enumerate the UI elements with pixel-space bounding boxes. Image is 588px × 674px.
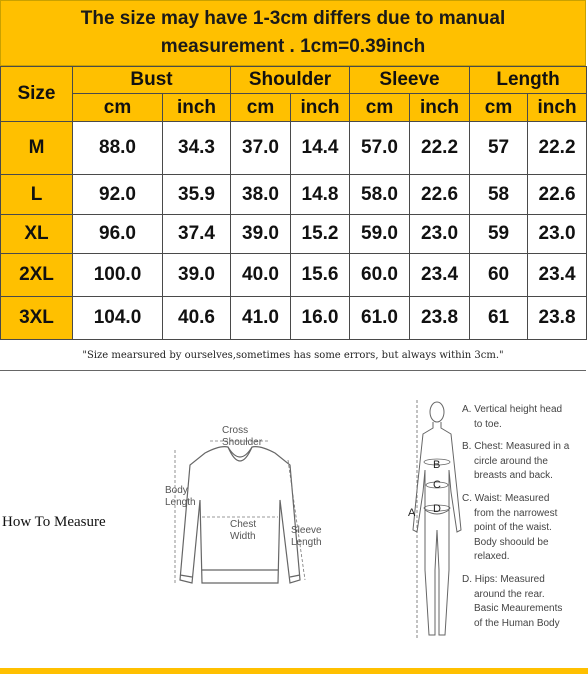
garment-measure-illustration	[150, 405, 330, 605]
unit-header: inch	[410, 94, 470, 122]
table-cell: 39.0	[231, 215, 291, 254]
legend-text: of the Human Body	[474, 617, 560, 629]
table-cell: 60	[470, 254, 528, 297]
table-cell: 23.4	[410, 254, 470, 297]
sleeve-length-label-2: Length	[291, 537, 322, 548]
unit-header: inch	[291, 94, 350, 122]
table-cell: 100.0	[73, 254, 163, 297]
legend-text: around the rear.	[474, 588, 545, 600]
table-cell: 61.0	[350, 297, 410, 340]
unit-header: cm	[231, 94, 291, 122]
table-cell: 61	[470, 297, 528, 340]
table-cell: 22.6	[528, 175, 587, 215]
table-cell: 104.0	[73, 297, 163, 340]
table-cell: 88.0	[73, 122, 163, 175]
table-cell: 23.0	[410, 215, 470, 254]
size-column-header: Size	[1, 67, 73, 122]
size-cell: XL	[1, 215, 73, 254]
table-cell: 96.0	[73, 215, 163, 254]
table-cell: 23.8	[528, 297, 587, 340]
legend-item-a	[462, 403, 582, 432]
table-row	[1, 254, 587, 297]
table-cell: 59.0	[350, 215, 410, 254]
table-cell: 35.9	[163, 175, 231, 215]
length-header: Length	[470, 67, 587, 94]
table-row	[1, 297, 587, 340]
table-cell: 40.6	[163, 297, 231, 340]
legend-text: point of the waist.	[474, 522, 552, 534]
table-cell: 22.2	[410, 122, 470, 175]
bottom-accent-bar	[0, 668, 588, 674]
table-cell: 15.2	[291, 215, 350, 254]
legend-text: relaxed.	[474, 551, 510, 563]
size-cell: 2XL	[1, 254, 73, 297]
chest-width-label-2: Width	[230, 531, 256, 542]
size-cell: L	[1, 175, 73, 215]
body-letter-d: D	[433, 503, 441, 515]
body-letter-c: C	[433, 479, 441, 491]
legend-item-c	[462, 492, 582, 565]
table-cell: 57.0	[350, 122, 410, 175]
how-to-measure-label: How To Measure	[2, 514, 106, 530]
table-cell: 92.0	[73, 175, 163, 215]
table-cell: 40.0	[231, 254, 291, 297]
cross-shoulder-label-1: Cross	[222, 425, 249, 436]
body-letter-b: B	[433, 459, 441, 471]
legend-text: Body shoould be	[474, 536, 549, 548]
section-divider	[0, 370, 586, 371]
legend-item-b	[462, 440, 582, 484]
unit-header: inch	[528, 94, 587, 122]
table-cell: 16.0	[291, 297, 350, 340]
body-measure-figure	[395, 390, 465, 655]
body-letter-a: A	[408, 507, 416, 519]
table-cell: 59	[470, 215, 528, 254]
table-cell: 22.2	[528, 122, 587, 175]
table-cell: 14.4	[291, 122, 350, 175]
table-cell: 23.0	[528, 215, 587, 254]
table-cell: 60.0	[350, 254, 410, 297]
table-cell: 15.6	[291, 254, 350, 297]
measure-legend	[462, 403, 582, 639]
legend-text: B. Chest: Measured in a	[462, 441, 570, 453]
table-cell: 58	[470, 175, 528, 215]
legend-text: Basic Meaurements	[474, 603, 563, 615]
table-cell: 38.0	[231, 175, 291, 215]
table-cell: 14.8	[291, 175, 350, 215]
shoulder-header: Shoulder	[231, 67, 350, 94]
table-cell: 41.0	[231, 297, 291, 340]
table-cell: 22.6	[410, 175, 470, 215]
table-cell: 58.0	[350, 175, 410, 215]
cross-shoulder-label-2: Shoulder	[222, 437, 263, 448]
legend-item-d	[462, 573, 582, 631]
size-chart-table	[0, 66, 587, 340]
bust-header: Bust	[73, 67, 231, 94]
legend-text: breasts and back.	[474, 470, 553, 482]
legend-text: from the narrowest	[474, 507, 558, 519]
legend-text: A. Vertical height head	[462, 404, 563, 415]
unit-header: inch	[163, 94, 231, 122]
size-cell: 3XL	[1, 297, 73, 340]
unit-header: cm	[73, 94, 163, 122]
measurement-note: "Size mearsured by ourselves,sometimes has some errors, but always within 3cm."	[82, 349, 504, 361]
header-line-1: The size may have 1-3cm differs due to manual	[80, 8, 506, 29]
table-cell: 37.4	[163, 215, 231, 254]
unit-header: cm	[470, 94, 528, 122]
table-row	[1, 215, 587, 254]
legend-text: to toe.	[474, 418, 502, 430]
table-cell: 34.3	[163, 122, 231, 175]
table-row	[1, 122, 587, 175]
legend-text: C. Waist: Measured	[462, 492, 550, 504]
table-cell: 39.0	[163, 254, 231, 297]
body-length-label-2: Length	[165, 497, 196, 508]
sleeve-header: Sleeve	[350, 67, 470, 94]
table-cell: 23.8	[410, 297, 470, 340]
header-line-2: measurement . 1cm=0.39inch	[160, 36, 426, 57]
body-length-label-1: Body	[165, 485, 188, 496]
chest-width-label-1: Chest	[230, 519, 257, 530]
table-cell: 23.4	[528, 254, 587, 297]
table-cell: 57	[470, 122, 528, 175]
table-cell: 37.0	[231, 122, 291, 175]
header-banner	[0, 0, 586, 66]
unit-header: cm	[350, 94, 410, 122]
legend-text: circle around the	[474, 455, 548, 467]
sleeve-length-label-1: Sleeve	[291, 525, 322, 536]
legend-text: D. Hips: Measured	[462, 573, 545, 585]
size-cell: M	[1, 122, 73, 175]
table-row	[1, 175, 587, 215]
